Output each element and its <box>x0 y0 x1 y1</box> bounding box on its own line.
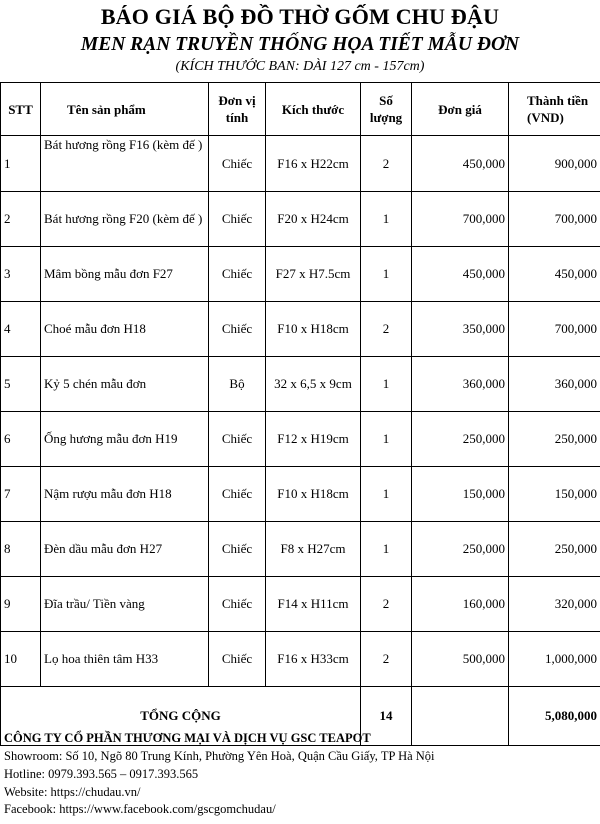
header-qty-line2: lượng <box>369 110 403 125</box>
row-product-name: Ống hương mẫu đơn H19 <box>41 412 209 467</box>
row-product-name: Mâm bồng mẫu đơn F27 <box>41 247 209 302</box>
row-total: 700,000 <box>509 192 600 247</box>
header-stt: STT <box>1 83 41 136</box>
header-unit-line2: tính <box>225 110 249 125</box>
row-unit: Chiếc <box>209 467 266 522</box>
table-row <box>1 467 600 522</box>
row-qty: 1 <box>361 192 412 247</box>
showroom-address: Showroom: Số 10, Ngõ 80 Trung Kính, Phường Yên Hoà, Quận Cầu Giấy, TP Hà Nội <box>4 749 435 763</box>
row-stt: 7 <box>1 467 41 522</box>
row-product-name: Bát hương rồng F20 (kèm đế ) <box>41 192 209 247</box>
table-row <box>1 247 600 302</box>
quote-subtitle: MEN RẠN TRUYỀN THỐNG HỌA TIẾT MẪU ĐƠN <box>80 34 520 55</box>
row-size: F10 x H18cm <box>266 467 361 522</box>
row-size: F27 x H7.5cm <box>266 247 361 302</box>
total-label: TỔNG CỘNG <box>1 687 361 746</box>
row-qty: 2 <box>361 632 412 687</box>
table-row <box>1 136 600 192</box>
row-size: F16 x H33cm <box>266 632 361 687</box>
row-total: 450,000 <box>509 247 600 302</box>
row-qty: 1 <box>361 247 412 302</box>
table-row <box>1 192 600 247</box>
row-product-name: Lọ hoa thiên tâm H33 <box>41 632 209 687</box>
row-total: 700,000 <box>509 302 600 357</box>
row-unit-price: 700,000 <box>412 192 509 247</box>
row-size: F14 x H11cm <box>266 577 361 632</box>
row-unit-price: 250,000 <box>412 522 509 577</box>
row-size: F12 x H19cm <box>266 412 361 467</box>
header-total-line1: Thành tiền <box>527 93 589 108</box>
row-product-name: Bát hương rồng F16 (kèm đế ) <box>41 136 209 192</box>
header-unit <box>209 83 266 136</box>
row-unit: Chiếc <box>209 192 266 247</box>
row-product-name: Đĩa trầu/ Tiền vàng <box>41 577 209 632</box>
row-total: 250,000 <box>509 412 600 467</box>
row-total: 1,000,000 <box>509 632 600 687</box>
row-unit-price: 360,000 <box>412 357 509 412</box>
row-stt: 9 <box>1 577 41 632</box>
row-unit-price: 450,000 <box>412 136 509 192</box>
row-unit-price: 150,000 <box>412 467 509 522</box>
row-stt: 5 <box>1 357 41 412</box>
row-total: 250,000 <box>509 522 600 577</box>
hotline: Hotline: 0979.393.565 – 0917.393.565 <box>4 767 199 781</box>
total-amount: 5,080,000 <box>509 687 600 746</box>
company-name: CÔNG TY CỔ PHẦN THƯƠNG MẠI VÀ DỊCH VỤ GSC TEAPOT <box>4 731 371 745</box>
header-total-line2: (VND) <box>527 110 564 125</box>
table-row <box>1 522 600 577</box>
row-product-name: Choé mẫu đơn H18 <box>41 302 209 357</box>
row-stt: 2 <box>1 192 41 247</box>
header-size: Kích thước <box>266 83 361 136</box>
row-total: 150,000 <box>509 467 600 522</box>
row-unit: Chiếc <box>209 577 266 632</box>
row-qty: 1 <box>361 522 412 577</box>
row-size: F8 x H27cm <box>266 522 361 577</box>
row-unit-price: 450,000 <box>412 247 509 302</box>
header-total <box>509 83 600 136</box>
quote-title: BÁO GIÁ BỘ ĐỒ THỜ GỐM CHU ĐẬU <box>100 4 500 29</box>
price-table <box>0 82 600 746</box>
row-qty: 1 <box>361 467 412 522</box>
row-qty: 1 <box>361 357 412 412</box>
row-unit: Chiếc <box>209 136 266 192</box>
row-size: F16 x H22cm <box>266 136 361 192</box>
row-product-name: Nậm rượu mẫu đơn H18 <box>41 467 209 522</box>
table-size-note: (KÍCH THƯỚC BAN: DÀI 127 cm - 157cm) <box>175 59 425 74</box>
row-qty: 2 <box>361 577 412 632</box>
row-stt: 6 <box>1 412 41 467</box>
row-unit-price: 250,000 <box>412 412 509 467</box>
row-product-name: Đèn dầu mẫu đơn H27 <box>41 522 209 577</box>
facebook: Facebook: https://www.facebook.com/gscgomchudau/ <box>4 802 276 816</box>
header-unit-line1: Đơn vị <box>218 93 256 108</box>
row-total: 900,000 <box>509 136 600 192</box>
row-unit: Bộ <box>209 357 266 412</box>
row-total: 320,000 <box>509 577 600 632</box>
row-size: 32 x 6,5 x 9cm <box>266 357 361 412</box>
row-unit: Chiếc <box>209 632 266 687</box>
total-qty: 14 <box>361 687 412 746</box>
header-unit-price: Đơn giá <box>412 83 509 136</box>
row-stt: 3 <box>1 247 41 302</box>
header-product-name: Tên sản phẩm <box>41 83 209 136</box>
table-row <box>1 412 600 467</box>
header-qty <box>361 83 412 136</box>
row-unit-price: 350,000 <box>412 302 509 357</box>
table-row <box>1 577 600 632</box>
total-empty-cell <box>412 687 509 746</box>
row-stt: 1 <box>1 136 41 192</box>
row-product-name: Kỷ 5 chén mẫu đơn <box>41 357 209 412</box>
row-unit: Chiếc <box>209 522 266 577</box>
website: Website: https://chudau.vn/ <box>4 785 141 799</box>
row-qty: 2 <box>361 302 412 357</box>
row-unit-price: 500,000 <box>412 632 509 687</box>
row-qty: 2 <box>361 136 412 192</box>
row-qty: 1 <box>361 412 412 467</box>
row-unit: Chiếc <box>209 412 266 467</box>
row-unit: Chiếc <box>209 302 266 357</box>
row-unit: Chiếc <box>209 247 266 302</box>
row-stt: 10 <box>1 632 41 687</box>
table-row <box>1 357 600 412</box>
row-stt: 4 <box>1 302 41 357</box>
row-total: 360,000 <box>509 357 600 412</box>
table-row <box>1 632 600 687</box>
row-unit-price: 160,000 <box>412 577 509 632</box>
table-header-row <box>1 83 600 136</box>
row-stt: 8 <box>1 522 41 577</box>
row-size: F10 x H18cm <box>266 302 361 357</box>
table-row <box>1 302 600 357</box>
header-qty-line1: Số <box>379 93 393 108</box>
row-size: F20 x H24cm <box>266 192 361 247</box>
